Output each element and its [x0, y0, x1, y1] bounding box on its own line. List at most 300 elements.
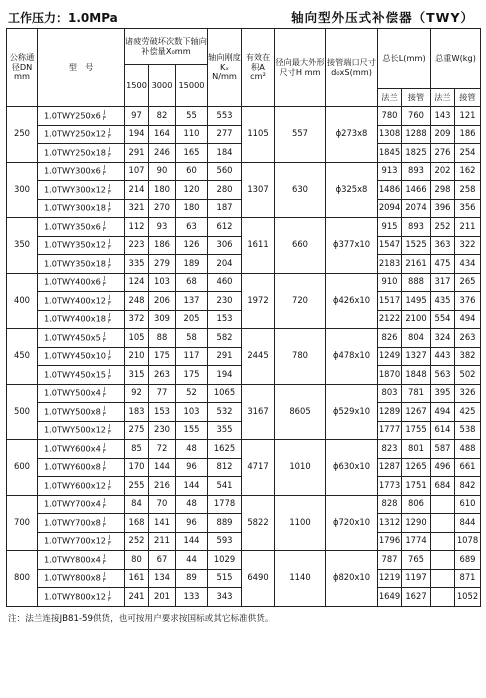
model-cell — [38, 366, 125, 385]
dn-cell: 700 — [7, 495, 38, 551]
stiffness-cell: 230 — [208, 292, 242, 311]
weight-flange-cell: 298 — [431, 181, 455, 200]
header-cycles-3000: 3000 — [149, 65, 176, 107]
length-pipe-cell: 1751 — [402, 477, 431, 496]
diameter-cell: 557 — [275, 107, 326, 163]
weight-pipe-cell: 488 — [455, 440, 481, 459]
area-cell: 1307 — [242, 162, 275, 218]
model-cell — [38, 532, 125, 551]
weight-pipe-cell: 162 — [455, 162, 481, 181]
weight-pipe-cell: 258 — [455, 181, 481, 200]
length-pipe-cell: 2161 — [402, 255, 431, 274]
comp-3000-cell: 270 — [149, 199, 176, 218]
model-name: 1.0TWY450x10 — [44, 350, 107, 361]
flange-type-mark — [108, 147, 111, 159]
comp-1500-cell: 223 — [125, 236, 149, 255]
length-flange-cell: 2183 — [378, 255, 402, 274]
length-pipe-cell: 1288 — [402, 125, 431, 144]
flange-mark-top: J — [108, 294, 111, 301]
model-cell — [38, 569, 125, 588]
length-flange-cell: 828 — [378, 495, 402, 514]
stiffness-cell: 812 — [208, 458, 242, 477]
model-cell — [38, 292, 125, 311]
comp-15000-cell: 63 — [176, 218, 208, 237]
flange-type-mark — [108, 128, 111, 140]
flange-mark-bottom: F — [108, 356, 112, 363]
weight-pipe-cell: 121 — [455, 107, 481, 126]
weight-flange-cell: 252 — [431, 218, 455, 237]
flange-mark-top: J — [108, 183, 111, 190]
model-name: 1.0TWY600x4 — [44, 443, 101, 454]
port-cell: ϕ478x10 — [326, 329, 378, 385]
model-cell — [38, 495, 125, 514]
comp-15000-cell: 155 — [176, 421, 208, 440]
comp-3000-cell: 153 — [149, 403, 176, 422]
model-cell — [38, 144, 125, 163]
comp-15000-cell: 44 — [176, 551, 208, 570]
flange-mark-top: J — [108, 202, 111, 209]
area-cell: 4717 — [242, 440, 275, 496]
flange-type-mark — [108, 535, 111, 547]
flange-mark-bottom: F — [108, 189, 112, 196]
weight-pipe-cell: 265 — [455, 273, 481, 292]
comp-15000-cell: 48 — [176, 440, 208, 459]
model-cell — [38, 347, 125, 366]
flange-type-mark — [108, 350, 111, 362]
comp-3000-cell: 186 — [149, 236, 176, 255]
comp-1500-cell: 161 — [125, 569, 149, 588]
model-name: 1.0TWY500x8 — [44, 406, 101, 417]
flange-mark-bottom: F — [102, 171, 106, 178]
dn-cell: 500 — [7, 384, 38, 440]
diameter-cell: 780 — [275, 329, 326, 385]
weight-pipe-cell: 610 — [455, 495, 481, 514]
comp-3000-cell: 309 — [149, 310, 176, 329]
comp-3000-cell: 164 — [149, 125, 176, 144]
flange-type-mark — [103, 498, 106, 510]
dn-cell: 250 — [7, 107, 38, 163]
area-cell: 1972 — [242, 273, 275, 329]
comp-3000-cell: 93 — [149, 218, 176, 237]
dn-cell: 450 — [7, 329, 38, 385]
model-name: 1.0TWY400x12 — [44, 295, 107, 306]
comp-15000-cell: 60 — [176, 162, 208, 181]
comp-1500-cell: 372 — [125, 310, 149, 329]
comp-1500-cell: 255 — [125, 477, 149, 496]
length-pipe-cell: 2074 — [402, 199, 431, 218]
model-name: 1.0TWY300x18 — [44, 202, 107, 213]
comp-15000-cell: 144 — [176, 477, 208, 496]
flange-mark-top: J — [108, 368, 111, 375]
length-flange-cell: 1219 — [378, 569, 402, 588]
area-cell: 5822 — [242, 495, 275, 551]
weight-pipe-cell: 871 — [455, 569, 481, 588]
flange-mark-top: J — [103, 109, 106, 116]
model-cell — [38, 236, 125, 255]
header-model: 型 号 — [38, 29, 125, 107]
flange-mark-top: J — [103, 387, 106, 394]
model-name: 1.0TWY700x4 — [44, 498, 101, 509]
flange-mark-top: J — [108, 257, 111, 264]
comp-15000-cell: 189 — [176, 255, 208, 274]
weight-flange-cell — [431, 514, 455, 533]
stiffness-cell: 532 — [208, 403, 242, 422]
comp-15000-cell: 175 — [176, 366, 208, 385]
length-pipe-cell: 1755 — [402, 421, 431, 440]
flange-type-mark — [108, 591, 111, 603]
comp-3000-cell: 206 — [149, 292, 176, 311]
port-cell: ϕ377x10 — [326, 218, 378, 274]
weight-flange-cell: 202 — [431, 162, 455, 181]
stiffness-cell: 582 — [208, 329, 242, 348]
model-cell — [38, 125, 125, 144]
comp-3000-cell: 246 — [149, 144, 176, 163]
stiffness-cell: 593 — [208, 532, 242, 551]
length-flange-cell: 1547 — [378, 236, 402, 255]
model-cell — [38, 218, 125, 237]
weight-pipe-cell: 661 — [455, 458, 481, 477]
weight-flange-cell: 563 — [431, 366, 455, 385]
comp-15000-cell: 165 — [176, 144, 208, 163]
area-cell: 2445 — [242, 329, 275, 385]
length-pipe-cell: 1774 — [402, 532, 431, 551]
weight-flange-cell: 396 — [431, 199, 455, 218]
comp-3000-cell: 144 — [149, 458, 176, 477]
flange-type-mark — [108, 313, 111, 325]
length-flange-cell: 2122 — [378, 310, 402, 329]
diameter-cell: 1140 — [275, 551, 326, 607]
flange-mark-bottom: F — [108, 596, 112, 603]
stiffness-cell: 1778 — [208, 495, 242, 514]
length-flange-cell: 780 — [378, 107, 402, 126]
length-pipe-cell: 1327 — [402, 347, 431, 366]
comp-3000-cell: 70 — [149, 495, 176, 514]
weight-pipe-cell: 211 — [455, 218, 481, 237]
comp-15000-cell: 48 — [176, 495, 208, 514]
header-weight-flange: 法兰 — [431, 89, 455, 107]
comp-1500-cell: 112 — [125, 218, 149, 237]
model-cell — [38, 514, 125, 533]
model-name: 1.0TWY500x4 — [44, 387, 101, 398]
comp-3000-cell: 141 — [149, 514, 176, 533]
comp-3000-cell: 90 — [149, 162, 176, 181]
footnote: 注：法兰连接JB81-59供货，也可按用户要求按国标或其它标准供货。 — [8, 613, 274, 624]
length-flange-cell: 2094 — [378, 199, 402, 218]
flange-mark-bottom: F — [108, 263, 112, 270]
weight-flange-cell: 684 — [431, 477, 455, 496]
comp-15000-cell: 110 — [176, 125, 208, 144]
comp-1500-cell: 170 — [125, 458, 149, 477]
flange-type-mark — [103, 332, 106, 344]
weight-pipe-cell: 186 — [455, 125, 481, 144]
header-port: 接管端口尺寸d₀xS(mm) — [326, 29, 378, 107]
flange-type-mark — [108, 184, 111, 196]
flange-type-mark — [103, 554, 106, 566]
comp-3000-cell: 180 — [149, 181, 176, 200]
comp-1500-cell: 214 — [125, 181, 149, 200]
comp-1500-cell: 248 — [125, 292, 149, 311]
comp-1500-cell: 252 — [125, 532, 149, 551]
stiffness-cell: 306 — [208, 236, 242, 255]
weight-pipe-cell: 254 — [455, 144, 481, 163]
flange-mark-top: J — [103, 165, 106, 172]
comp-3000-cell: 134 — [149, 569, 176, 588]
comp-15000-cell: 58 — [176, 329, 208, 348]
header-stiffness: 轴向刚度Kₓ N/mm — [208, 29, 242, 107]
comp-15000-cell: 144 — [176, 532, 208, 551]
flange-mark-bottom: F — [102, 393, 106, 400]
weight-pipe-cell: 502 — [455, 366, 481, 385]
comp-15000-cell: 126 — [176, 236, 208, 255]
weight-pipe-cell: 434 — [455, 255, 481, 274]
weight-flange-cell: 209 — [431, 125, 455, 144]
flange-mark-bottom: F — [102, 559, 106, 566]
comp-1500-cell: 321 — [125, 199, 149, 218]
stiffness-cell: 560 — [208, 162, 242, 181]
header-weight: 总重W(kg) — [431, 29, 481, 89]
stiffness-cell: 204 — [208, 255, 242, 274]
flange-type-mark — [103, 461, 106, 473]
length-flange-cell: 1517 — [378, 292, 402, 311]
weight-flange-cell: 614 — [431, 421, 455, 440]
length-pipe-cell: 1525 — [402, 236, 431, 255]
comp-3000-cell: 230 — [149, 421, 176, 440]
flange-mark-top: J — [108, 239, 111, 246]
stiffness-cell: 153 — [208, 310, 242, 329]
length-flange-cell: 823 — [378, 440, 402, 459]
comp-3000-cell: 216 — [149, 477, 176, 496]
comp-1500-cell: 315 — [125, 366, 149, 385]
dn-cell: 300 — [7, 162, 38, 218]
comp-1500-cell: 275 — [125, 421, 149, 440]
area-cell: 3167 — [242, 384, 275, 440]
model-name: 1.0TWY350x12 — [44, 239, 107, 250]
stiffness-cell: 1065 — [208, 384, 242, 403]
length-pipe-cell: 1267 — [402, 403, 431, 422]
diameter-cell: 660 — [275, 218, 326, 274]
comp-3000-cell: 72 — [149, 440, 176, 459]
comp-15000-cell: 137 — [176, 292, 208, 311]
model-cell — [38, 588, 125, 607]
length-flange-cell: 1249 — [378, 347, 402, 366]
flange-mark-bottom: F — [108, 430, 112, 437]
weight-flange-cell: 587 — [431, 440, 455, 459]
comp-3000-cell: 211 — [149, 532, 176, 551]
comp-15000-cell: 205 — [176, 310, 208, 329]
table-row — [7, 218, 481, 237]
length-flange-cell: 1777 — [378, 421, 402, 440]
length-pipe-cell: 1197 — [402, 569, 431, 588]
length-pipe-cell: 1848 — [402, 366, 431, 385]
diameter-cell: 1010 — [275, 440, 326, 496]
flange-mark-bottom: F — [108, 485, 112, 492]
length-pipe-cell: 765 — [402, 551, 431, 570]
stiffness-cell: 355 — [208, 421, 242, 440]
flange-mark-top: J — [108, 479, 111, 486]
model-cell — [38, 458, 125, 477]
flange-type-mark — [108, 369, 111, 381]
comp-3000-cell: 82 — [149, 107, 176, 126]
weight-flange-cell: 475 — [431, 255, 455, 274]
comp-15000-cell: 180 — [176, 199, 208, 218]
weight-pipe-cell: 326 — [455, 384, 481, 403]
weight-flange-cell: 435 — [431, 292, 455, 311]
flange-mark-bottom: F — [102, 115, 106, 122]
length-flange-cell: 1312 — [378, 514, 402, 533]
comp-15000-cell: 117 — [176, 347, 208, 366]
flange-type-mark — [108, 202, 111, 214]
model-name: 1.0TWY350x6 — [44, 221, 101, 232]
table-row — [7, 162, 481, 181]
length-flange-cell: 1486 — [378, 181, 402, 200]
weight-flange-cell: 395 — [431, 384, 455, 403]
table-row — [7, 440, 481, 459]
dn-cell: 600 — [7, 440, 38, 496]
model-name: 1.0TWY450x5 — [44, 332, 101, 343]
weight-pipe-cell: 1052 — [455, 588, 481, 607]
stiffness-cell: 1625 — [208, 440, 242, 459]
flange-mark-top: J — [108, 535, 111, 542]
comp-1500-cell: 291 — [125, 144, 149, 163]
table-row — [7, 495, 481, 514]
diameter-cell: 8605 — [275, 384, 326, 440]
comp-3000-cell: 77 — [149, 384, 176, 403]
comp-3000-cell: 103 — [149, 273, 176, 292]
page-header — [6, 6, 480, 28]
comp-15000-cell: 133 — [176, 588, 208, 607]
port-cell: ϕ426x10 — [326, 273, 378, 329]
flange-mark-bottom: F — [102, 226, 106, 233]
flange-type-mark — [108, 424, 111, 436]
length-flange-cell: 1796 — [378, 532, 402, 551]
weight-pipe-cell: 376 — [455, 292, 481, 311]
length-flange-cell: 1287 — [378, 458, 402, 477]
length-pipe-cell: 1290 — [402, 514, 431, 533]
page-title: 轴向型外压式补偿器（TWY） — [291, 10, 474, 25]
weight-pipe-cell: 689 — [455, 551, 481, 570]
model-name: 1.0TWY800x12 — [44, 591, 107, 602]
flange-type-mark — [103, 517, 106, 529]
weight-flange-cell: 494 — [431, 403, 455, 422]
length-flange-cell: 913 — [378, 162, 402, 181]
flange-mark-bottom: F — [108, 300, 112, 307]
dn-cell: 800 — [7, 551, 38, 607]
stiffness-cell: 343 — [208, 588, 242, 607]
weight-pipe-cell: 842 — [455, 477, 481, 496]
flange-mark-top: J — [108, 146, 111, 153]
table-row — [7, 329, 481, 348]
weight-pipe-cell: 538 — [455, 421, 481, 440]
comp-3000-cell: 279 — [149, 255, 176, 274]
port-cell: ϕ820x10 — [326, 551, 378, 607]
length-pipe-cell: 1825 — [402, 144, 431, 163]
model-cell — [38, 384, 125, 403]
weight-flange-cell: 324 — [431, 329, 455, 348]
header-cycles-15000: 15000 — [176, 65, 208, 107]
length-flange-cell: 1773 — [378, 477, 402, 496]
model-name: 1.0TWY300x12 — [44, 184, 107, 195]
weight-flange-cell: 276 — [431, 144, 455, 163]
stiffness-cell: 184 — [208, 144, 242, 163]
flange-mark-bottom: F — [108, 319, 112, 326]
length-flange-cell: 826 — [378, 329, 402, 348]
table-row — [7, 551, 481, 570]
weight-pipe-cell: 263 — [455, 329, 481, 348]
header-length-flange: 法兰 — [378, 89, 402, 107]
stiffness-cell: 1029 — [208, 551, 242, 570]
comp-1500-cell: 105 — [125, 329, 149, 348]
length-flange-cell: 1308 — [378, 125, 402, 144]
weight-flange-cell — [431, 532, 455, 551]
flange-mark-top: J — [103, 276, 106, 283]
weight-flange-cell: 317 — [431, 273, 455, 292]
model-cell — [38, 181, 125, 200]
stiffness-cell: 280 — [208, 181, 242, 200]
flange-type-mark — [108, 295, 111, 307]
comp-3000-cell: 67 — [149, 551, 176, 570]
model-name: 1.0TWY600x12 — [44, 480, 107, 491]
flange-mark-bottom: F — [108, 374, 112, 381]
flange-mark-top: J — [108, 590, 111, 597]
comp-1500-cell: 168 — [125, 514, 149, 533]
comp-1500-cell: 183 — [125, 403, 149, 422]
model-cell — [38, 421, 125, 440]
length-pipe-cell: 806 — [402, 495, 431, 514]
weight-pipe-cell: 356 — [455, 199, 481, 218]
area-cell: 6490 — [242, 551, 275, 607]
flange-mark-top: J — [103, 498, 106, 505]
comp-1500-cell: 107 — [125, 162, 149, 181]
comp-1500-cell: 84 — [125, 495, 149, 514]
diameter-cell: 720 — [275, 273, 326, 329]
working-pressure: 工作压力：1.0MPa — [8, 11, 118, 25]
flange-mark-top: J — [108, 128, 111, 135]
comp-1500-cell: 85 — [125, 440, 149, 459]
comp-15000-cell: 68 — [176, 273, 208, 292]
stiffness-cell: 187 — [208, 199, 242, 218]
flange-mark-bottom: F — [108, 152, 112, 159]
length-flange-cell: 1289 — [378, 403, 402, 422]
length-pipe-cell: 888 — [402, 273, 431, 292]
stiffness-cell: 194 — [208, 366, 242, 385]
weight-pipe-cell: 425 — [455, 403, 481, 422]
length-pipe-cell: 781 — [402, 384, 431, 403]
flange-mark-top: J — [103, 442, 106, 449]
stiffness-cell: 291 — [208, 347, 242, 366]
header-length: 总长L(mm) — [378, 29, 431, 89]
comp-15000-cell: 96 — [176, 514, 208, 533]
model-cell — [38, 310, 125, 329]
model-name: 1.0TWY800x8 — [44, 572, 101, 583]
length-pipe-cell: 1495 — [402, 292, 431, 311]
comp-15000-cell: 96 — [176, 458, 208, 477]
length-pipe-cell: 1627 — [402, 588, 431, 607]
length-flange-cell: 1870 — [378, 366, 402, 385]
diameter-cell: 630 — [275, 162, 326, 218]
model-name: 1.0TWY500x12 — [44, 424, 107, 435]
model-cell — [38, 199, 125, 218]
model-name: 1.0TWY400x18 — [44, 313, 107, 324]
comp-15000-cell: 103 — [176, 403, 208, 422]
model-name: 1.0TWY350x18 — [44, 258, 107, 269]
model-cell — [38, 255, 125, 274]
flange-type-mark — [108, 480, 111, 492]
header-diameter: 径向最大外形尺寸H mm — [275, 29, 326, 107]
length-pipe-cell: 2100 — [402, 310, 431, 329]
stiffness-cell: 277 — [208, 125, 242, 144]
flange-mark-top: J — [103, 553, 106, 560]
model-cell — [38, 107, 125, 126]
